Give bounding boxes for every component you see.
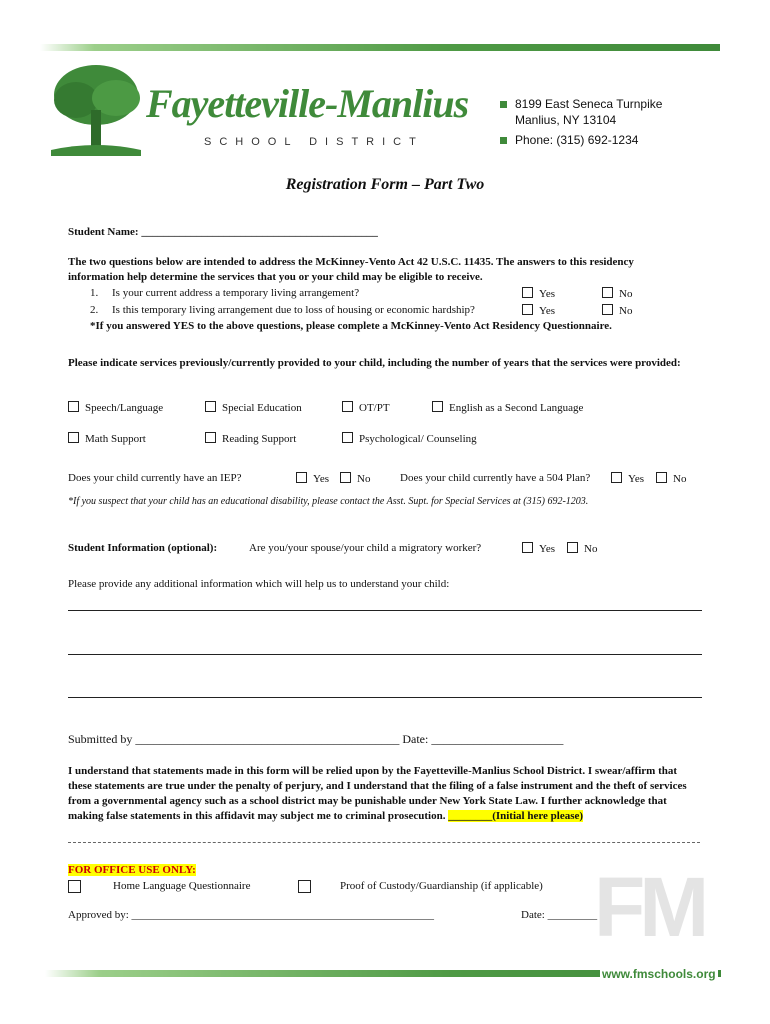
- checkbox[interactable]: [342, 432, 353, 443]
- website-link[interactable]: www.fmschools.org: [602, 967, 716, 981]
- checkbox[interactable]: [68, 880, 81, 893]
- checkbox[interactable]: [611, 472, 622, 483]
- services-prompt: Please indicate services previously/currently provided to your child, including the number of years that the services were provided:: [68, 357, 681, 369]
- office-date-field[interactable]: Date: _________: [521, 909, 598, 921]
- iep-no[interactable]: No: [340, 472, 370, 485]
- question-1-number: 1.: [90, 287, 99, 299]
- additional-info-prompt: Please provide any additional information which will help us to understand your child:: [68, 578, 450, 590]
- checkbox[interactable]: [522, 542, 533, 553]
- bullet-icon: [500, 101, 507, 108]
- checkbox[interactable]: [656, 472, 667, 483]
- question-2-number: 2.: [90, 304, 99, 316]
- question-1-no[interactable]: No: [602, 287, 632, 300]
- district-logo: [46, 60, 469, 160]
- service-reading-support[interactable]: Reading Support: [205, 432, 296, 445]
- bullet-icon: [500, 137, 507, 144]
- checkbox[interactable]: [522, 287, 533, 298]
- iep-question: Does your child currently have an IEP?: [68, 472, 242, 484]
- plan504-yes[interactable]: Yes: [611, 472, 644, 485]
- office-item-home-language: Home Language Questionnaire: [113, 880, 251, 892]
- phone: Phone: (315) 692-1234: [515, 133, 639, 147]
- checkbox[interactable]: [205, 401, 216, 412]
- question-2-yes[interactable]: Yes: [522, 304, 555, 317]
- checkbox[interactable]: [432, 401, 443, 412]
- plan504-question: Does your child currently have a 504 Plan?: [400, 472, 591, 484]
- service-speech-language[interactable]: Speech/Language: [68, 401, 163, 414]
- service-special-education[interactable]: Special Education: [205, 401, 302, 414]
- checkbox[interactable]: [296, 472, 307, 483]
- address-line2: Manlius, NY 13104: [515, 113, 617, 127]
- office-checkbox-2[interactable]: [298, 880, 311, 898]
- logo-main-text: Fayetteville-Manlius: [146, 81, 469, 126]
- tree-icon: [46, 60, 146, 160]
- migratory-yes[interactable]: Yes: [522, 542, 555, 555]
- service-math-support[interactable]: Math Support: [68, 432, 146, 445]
- submitted-by-field[interactable]: Submitted by ____________________________________________ Date: ______________________: [68, 732, 564, 746]
- service-psychological-counseling[interactable]: Psychological/ Counseling: [342, 432, 477, 445]
- service-esl[interactable]: English as a Second Language: [432, 401, 583, 414]
- question-2-no[interactable]: No: [602, 304, 632, 317]
- question-1-yes[interactable]: Yes: [522, 287, 555, 300]
- office-checkbox-1[interactable]: [68, 880, 81, 898]
- plan504-no[interactable]: No: [656, 472, 686, 485]
- questionnaire-note: *If you answered YES to the above questions, please complete a McKinney-Vento Act Residency Questionnaire.: [90, 320, 612, 332]
- student-info-label: Student Information (optional):: [68, 542, 218, 554]
- checkbox[interactable]: [68, 432, 79, 443]
- office-item-custody: Proof of Custody/Guardianship (if applicable): [340, 880, 543, 892]
- fm-watermark: FM: [594, 860, 704, 954]
- affidavit-text: I understand that statements made in this form will be relied upon by the Fayetteville-Manlius School District. I swear/affirm that these statements are true under the penalty of perjury, and I understand that the filing of a false instrument and the theft of services from a governmental agency such as a school district may be punishable under New York State Law. I further acknowledge that making false statements in this affidavit may subject me to criminal prosecution. ________(Initial here please): [68, 765, 687, 822]
- logo-sub-text: SCHOOL DISTRICT: [204, 136, 424, 148]
- dashed-divider: [68, 842, 700, 843]
- additional-info-line-1[interactable]: [68, 610, 702, 611]
- checkbox[interactable]: [342, 401, 353, 412]
- migratory-no[interactable]: No: [567, 542, 597, 555]
- additional-info-line-2[interactable]: [68, 654, 702, 655]
- additional-info-line-3[interactable]: [68, 697, 702, 698]
- intro-text: The two questions below are intended to address the McKinney-Vento Act 42 U.S.C. 11435. The answers to this residency information help determine the services that you or your child may be eligible to receive.: [68, 256, 634, 283]
- checkbox[interactable]: [567, 542, 578, 553]
- disability-note: *If you suspect that your child has an educational disability, please contact the Asst. Supt. for Special Services at (315) 692-1203.: [68, 496, 589, 507]
- initial-here-field[interactable]: ________(Initial here please): [448, 810, 584, 822]
- checkbox[interactable]: [205, 432, 216, 443]
- question-2-text: Is this temporary living arrangement due to loss of housing or economic hardship?: [112, 304, 475, 316]
- checkbox[interactable]: [68, 401, 79, 412]
- form-title: Registration Form – Part Two: [285, 176, 485, 193]
- checkbox[interactable]: [602, 304, 613, 315]
- question-1-text: Is your current address a temporary living arrangement?: [112, 287, 360, 299]
- top-decorative-bar: [40, 44, 720, 51]
- iep-yes[interactable]: Yes: [296, 472, 329, 485]
- address-block: [500, 96, 662, 148]
- student-name-field[interactable]: Student Name: ___________________________________________: [68, 226, 378, 238]
- migratory-question: Are you/your spouse/your child a migratory worker?: [249, 542, 482, 554]
- checkbox[interactable]: [522, 304, 533, 315]
- approved-by-field[interactable]: Approved by: _______________________________________________________: [68, 909, 435, 921]
- checkbox[interactable]: [602, 287, 613, 298]
- checkbox[interactable]: [340, 472, 351, 483]
- address-line1: 8199 East Seneca Turnpike: [515, 97, 663, 111]
- checkbox[interactable]: [298, 880, 311, 893]
- office-use-heading: FOR OFFICE USE ONLY:: [68, 864, 196, 876]
- service-ot-pt[interactable]: OT/PT: [342, 401, 390, 414]
